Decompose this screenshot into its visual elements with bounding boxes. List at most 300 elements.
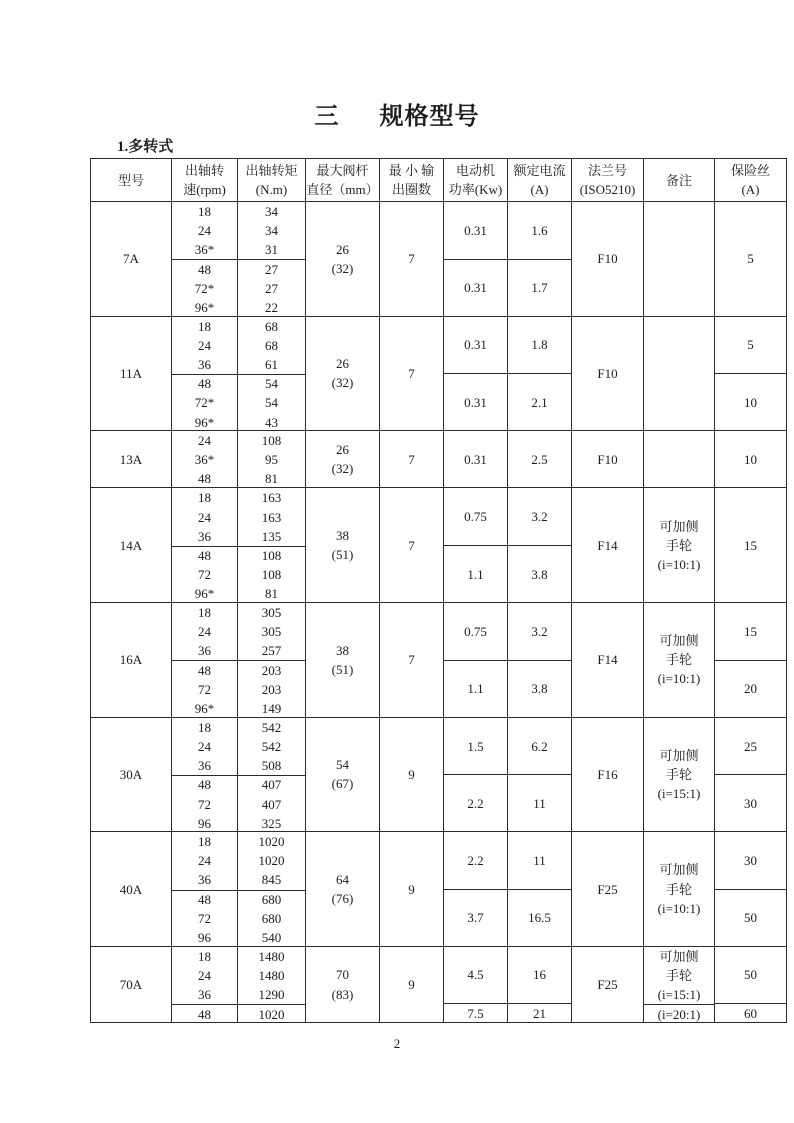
fuse-cell <box>715 488 786 602</box>
cell-text: 可加侧 <box>659 747 699 763</box>
speed-cell <box>172 603 237 660</box>
cell-text: 5 <box>747 251 754 267</box>
col-flange <box>571 603 643 717</box>
cell-text: 7 <box>408 537 415 553</box>
cell-text: 24 <box>198 853 211 869</box>
cell-text: 64 <box>336 871 349 887</box>
cell-text: 135 <box>261 528 282 544</box>
cell-text: 手轮 <box>665 967 692 983</box>
cell-text: 5 <box>747 337 754 353</box>
col-diameter <box>305 317 379 431</box>
cell-text: 1.1 <box>467 566 484 582</box>
torque-cell <box>238 374 305 430</box>
header-text: 最 小 输 <box>388 163 435 178</box>
torque-cell <box>238 202 305 259</box>
table-block-row <box>91 316 786 431</box>
cell-text: 24 <box>198 433 211 449</box>
cell-text: F16 <box>597 766 618 782</box>
cell-text: 24 <box>198 509 211 525</box>
cell-text: 36 <box>198 872 211 888</box>
col-speed <box>171 317 237 431</box>
header-text: 功率(Kw) <box>448 182 503 197</box>
col-remark <box>643 431 714 487</box>
cell-text: 38 <box>336 528 349 544</box>
col-turns <box>379 202 443 316</box>
cell-text: 72* <box>194 395 215 411</box>
header-text: (A) <box>530 182 549 197</box>
turns-cell <box>380 202 443 316</box>
cell-text: 0.31 <box>464 337 487 353</box>
col-diameter <box>305 832 379 946</box>
cell-text: 845 <box>261 872 282 888</box>
power-cell <box>444 488 507 545</box>
cell-text: 48 <box>198 376 211 392</box>
cell-text: 149 <box>261 701 282 717</box>
cell-text: 163 <box>261 490 282 506</box>
header-text: 型号 <box>117 172 144 188</box>
cell-text: 305 <box>261 624 282 640</box>
cell-text: 21 <box>533 1005 546 1021</box>
cell-text: F10 <box>597 365 618 381</box>
cell-text: 257 <box>261 643 282 659</box>
cell-text: 7.5 <box>467 1005 484 1021</box>
turns-cell <box>380 431 443 487</box>
col-fuse <box>714 202 786 316</box>
cell-text: 0.31 <box>464 222 487 238</box>
fuse-cell <box>715 947 786 1003</box>
speed-cell <box>172 317 237 374</box>
cell-text: 0.31 <box>464 394 487 410</box>
flange-cell <box>572 431 643 487</box>
cell-text: 325 <box>261 815 282 831</box>
cell-text: 48 <box>198 261 211 277</box>
remark-cell <box>644 431 714 487</box>
header-cell-fuse <box>714 159 786 201</box>
cell-text: 108 <box>261 567 282 583</box>
table-block-row <box>91 201 786 316</box>
cell-text: 36 <box>198 528 211 544</box>
cell-text: 15 <box>744 623 757 639</box>
cell-text: 手轮 <box>665 537 692 553</box>
col-model <box>91 947 171 1022</box>
col-speed <box>171 202 237 316</box>
col-power <box>443 317 507 431</box>
power-cell <box>444 1003 507 1022</box>
cell-text: 9 <box>408 766 415 782</box>
col-model <box>91 317 171 431</box>
cell-text: 25 <box>744 738 757 754</box>
remark-cell <box>644 832 714 946</box>
fuse-cell <box>715 832 786 889</box>
col-torque <box>237 317 305 431</box>
flange-cell <box>572 488 643 602</box>
title-text: 规格型号 <box>379 104 480 130</box>
cell-text: 9 <box>408 881 415 897</box>
header-text: 保险丝 <box>730 163 770 178</box>
cell-text: 36* <box>194 452 215 468</box>
cell-text: 3.2 <box>531 509 548 525</box>
table-block-row <box>91 831 786 946</box>
cell-text: 1.6 <box>531 222 548 238</box>
cell-text: 3.2 <box>531 623 548 639</box>
col-diameter <box>305 718 379 832</box>
cell-text: 1020 <box>258 853 285 869</box>
remark-cell <box>644 947 714 1004</box>
cell-text: 34 <box>265 204 278 219</box>
remark-cell <box>644 488 714 602</box>
torque-cell <box>238 832 305 889</box>
col-fuse <box>714 431 786 487</box>
cell-text: 48 <box>198 892 211 908</box>
cell-text: 26 <box>336 356 349 372</box>
cell-text: 18 <box>198 318 211 334</box>
header-text: (N.m) <box>255 182 288 197</box>
col-remark <box>643 202 714 316</box>
cell-text: F25 <box>597 881 618 897</box>
header-cell-speed <box>171 159 237 201</box>
cell-text: 305 <box>261 605 282 621</box>
header-cell-remark <box>643 159 714 201</box>
current-cell <box>508 259 571 316</box>
cell-text: 3.8 <box>531 566 548 582</box>
col-speed <box>171 603 237 717</box>
cell-text: F25 <box>597 977 618 992</box>
power-cell <box>444 373 507 430</box>
current-cell <box>508 832 571 889</box>
col-remark <box>643 947 714 1022</box>
col-remark <box>643 718 714 832</box>
section-heading: 1.多转式 <box>117 139 174 155</box>
cell-text: 手轮 <box>665 652 692 668</box>
col-flange <box>571 431 643 487</box>
cell-text: 31 <box>265 242 278 258</box>
power-cell <box>444 431 507 487</box>
model-cell <box>91 431 171 487</box>
cell-text: 48 <box>198 777 211 793</box>
col-speed <box>171 718 237 832</box>
cell-text: 2.5 <box>531 451 548 467</box>
cell-text: 18 <box>198 719 211 735</box>
torque-cell <box>238 890 305 946</box>
col-diameter <box>305 947 379 1022</box>
cell-text: (51) <box>331 547 354 563</box>
cell-text: F10 <box>597 251 618 267</box>
torque-cell <box>238 1004 305 1022</box>
cell-text: 407 <box>261 777 282 793</box>
cell-text: 1.8 <box>531 337 548 353</box>
col-speed <box>171 947 237 1022</box>
col-current <box>507 202 571 316</box>
cell-text: 7 <box>408 365 415 381</box>
cell-text: 22 <box>265 299 278 315</box>
table-block-row <box>91 487 786 602</box>
cell-text: 542 <box>261 738 282 754</box>
cell-text: 96 <box>198 930 211 946</box>
col-diameter <box>305 603 379 717</box>
cell-text: 2.2 <box>467 795 484 811</box>
header-cell-turns <box>379 159 443 201</box>
cell-text: 68 <box>265 318 278 334</box>
power-cell <box>444 202 507 259</box>
cell-text: 72 <box>198 567 211 583</box>
cell-text: 680 <box>261 911 282 927</box>
cell-text: 36 <box>198 757 211 773</box>
table-block-row <box>91 602 786 717</box>
col-turns <box>379 317 443 431</box>
col-torque <box>237 488 305 602</box>
torque-cell <box>238 603 305 660</box>
cell-text: 40A <box>119 881 143 897</box>
remark-cell <box>644 202 714 316</box>
speed-cell <box>172 431 237 487</box>
cell-text: 7 <box>408 251 415 267</box>
header-text: 额定电流 <box>513 163 566 178</box>
cell-text: 108 <box>261 548 282 564</box>
col-fuse <box>714 603 786 717</box>
col-speed <box>171 488 237 602</box>
power-cell <box>444 603 507 660</box>
cell-text: (i=15:1) <box>657 786 701 802</box>
diameter-cell <box>306 718 379 832</box>
cell-text: 96* <box>194 414 215 430</box>
cell-text: 61 <box>265 356 278 372</box>
col-turns <box>379 488 443 602</box>
cell-text: 6.2 <box>531 738 548 754</box>
cell-text: 7A <box>123 251 139 267</box>
col-speed <box>171 431 237 487</box>
col-torque <box>237 202 305 316</box>
flange-cell <box>572 947 643 1022</box>
cell-text: 108 <box>261 433 282 449</box>
cell-text: 2.2 <box>467 853 484 869</box>
col-torque <box>237 718 305 832</box>
cell-text: 9 <box>408 977 415 992</box>
cell-text: 可加侧 <box>659 518 699 534</box>
current-cell <box>508 1003 571 1022</box>
torque-cell <box>238 317 305 374</box>
cell-text: 34 <box>265 223 278 239</box>
cell-text: 48 <box>198 471 211 487</box>
cell-text: 30A <box>119 766 143 782</box>
header-cell-power <box>443 159 507 201</box>
speed-cell <box>172 259 237 315</box>
current-cell <box>508 774 571 831</box>
col-flange <box>571 718 643 832</box>
cell-text: 540 <box>261 930 282 946</box>
header-cell-current <box>507 159 571 201</box>
col-fuse <box>714 947 786 1022</box>
header-text: 出轴转矩 <box>245 163 298 178</box>
model-cell <box>91 317 171 431</box>
cell-text: 1.5 <box>467 738 484 754</box>
cell-text: 96* <box>194 701 215 717</box>
torque-cell <box>238 488 305 545</box>
col-diameter <box>305 488 379 602</box>
table-block-row <box>91 430 786 487</box>
col-current <box>507 718 571 832</box>
cell-text: 手轮 <box>665 881 692 897</box>
col-diameter <box>305 202 379 316</box>
torque-cell <box>238 259 305 315</box>
cell-text: 7 <box>408 451 415 467</box>
diameter-cell <box>306 317 379 431</box>
col-turns <box>379 947 443 1022</box>
cell-text: F10 <box>597 451 618 467</box>
cell-text: 11A <box>120 365 142 381</box>
cell-text: 0.31 <box>464 280 487 296</box>
cell-text: 1.1 <box>467 681 484 697</box>
speed-cell <box>172 374 237 430</box>
col-speed <box>171 832 237 946</box>
cell-text: 24 <box>198 223 211 239</box>
torque-cell <box>238 775 305 831</box>
cell-text: 96* <box>194 299 215 315</box>
cell-text: 0.31 <box>464 451 487 467</box>
col-model <box>91 603 171 717</box>
cell-text: 13A <box>119 451 143 467</box>
col-power <box>443 832 507 946</box>
cell-text: 96 <box>198 815 211 831</box>
cell-text: 95 <box>265 452 278 468</box>
col-current <box>507 317 571 431</box>
cell-text: 70A <box>119 977 143 992</box>
cell-text: 可加侧 <box>659 633 699 649</box>
cell-text: 18 <box>198 490 211 506</box>
torque-cell <box>238 546 305 602</box>
cell-text: 可加侧 <box>659 862 699 878</box>
col-model <box>91 488 171 602</box>
cell-text: 163 <box>261 509 282 525</box>
cell-text: 96* <box>194 586 215 602</box>
remark-cell <box>644 1004 714 1022</box>
current-cell <box>508 889 571 946</box>
turns-cell <box>380 718 443 832</box>
col-current <box>507 488 571 602</box>
title-section-number: 三 <box>314 104 340 130</box>
cell-text: 1020 <box>258 1006 285 1022</box>
power-cell <box>444 947 507 1003</box>
cell-text: 1480 <box>258 948 285 964</box>
cell-text: (i=10:1) <box>657 671 701 687</box>
turns-cell <box>380 603 443 717</box>
col-power <box>443 431 507 487</box>
power-cell <box>444 545 507 602</box>
power-cell <box>444 718 507 775</box>
speed-cell <box>172 775 237 831</box>
fuse-cell <box>715 202 786 316</box>
turns-cell <box>380 832 443 946</box>
speed-cell <box>172 890 237 946</box>
fuse-cell <box>715 373 786 430</box>
header-cell-flange <box>571 159 643 201</box>
header-text: (A) <box>741 182 760 197</box>
cell-text: 50 <box>744 967 757 983</box>
cell-text: 54 <box>265 376 278 392</box>
diameter-cell <box>306 947 379 1022</box>
cell-text: 24 <box>198 738 211 754</box>
table-header-row <box>91 159 786 201</box>
diameter-cell <box>306 832 379 946</box>
cell-text: 542 <box>261 719 282 735</box>
cell-text: (i=10:1) <box>657 900 701 916</box>
spec-table <box>90 158 787 1023</box>
cell-text: 18 <box>198 948 211 964</box>
col-model <box>91 202 171 316</box>
current-cell <box>508 488 571 545</box>
cell-text: 203 <box>261 681 282 697</box>
flange-cell <box>572 718 643 832</box>
col-power <box>443 947 507 1022</box>
col-torque <box>237 832 305 946</box>
torque-cell <box>238 660 305 716</box>
cell-text: (83) <box>331 986 354 1002</box>
col-model <box>91 718 171 832</box>
current-cell <box>508 545 571 602</box>
header-cell-diameter <box>305 159 379 201</box>
page-number: 2 <box>393 1036 401 1051</box>
speed-cell <box>172 488 237 545</box>
diameter-cell <box>306 431 379 487</box>
model-cell <box>91 832 171 946</box>
cell-text: 27 <box>265 280 278 296</box>
cell-text: 72 <box>198 911 211 927</box>
cell-text: 36 <box>198 643 211 659</box>
header-text: (ISO5210) <box>579 182 636 197</box>
cell-text: 1.7 <box>531 280 548 296</box>
col-power <box>443 718 507 832</box>
cell-text: 36 <box>198 356 211 372</box>
col-flange <box>571 947 643 1022</box>
fuse-cell <box>715 431 786 487</box>
speed-cell <box>172 832 237 889</box>
col-torque <box>237 603 305 717</box>
page-title <box>0 96 794 131</box>
header-text: 出轴转 <box>184 163 224 178</box>
flange-cell <box>572 832 643 946</box>
col-model <box>91 832 171 946</box>
cell-text: 72 <box>198 796 211 812</box>
cell-text: 54 <box>336 757 349 773</box>
cell-text: 72* <box>194 280 215 296</box>
current-cell <box>508 431 571 487</box>
cell-text: 3.7 <box>467 910 484 926</box>
header-text: 最大阀杆 <box>316 163 369 178</box>
cell-text: 50 <box>744 910 757 926</box>
col-current <box>507 603 571 717</box>
col-torque <box>237 947 305 1022</box>
cell-text: 24 <box>198 337 211 353</box>
col-flange <box>571 317 643 431</box>
cell-text: 68 <box>265 337 278 353</box>
cell-text: 30 <box>744 795 757 811</box>
flange-cell <box>572 603 643 717</box>
flange-cell <box>572 202 643 316</box>
cell-text: 508 <box>261 757 282 773</box>
col-fuse <box>714 488 786 602</box>
cell-text: 16 <box>533 967 546 983</box>
col-current <box>507 832 571 946</box>
fuse-cell <box>715 660 786 717</box>
cell-text: 81 <box>265 586 278 602</box>
cell-text: 14A <box>119 537 143 553</box>
cell-text: 24 <box>198 967 211 983</box>
cell-text: 36* <box>194 242 215 258</box>
cell-text: (i=10:1) <box>657 556 701 572</box>
current-cell <box>508 947 571 1003</box>
remark-cell <box>644 718 714 832</box>
header-cell-model <box>91 159 171 201</box>
header-text: 速(rpm) <box>183 182 226 197</box>
